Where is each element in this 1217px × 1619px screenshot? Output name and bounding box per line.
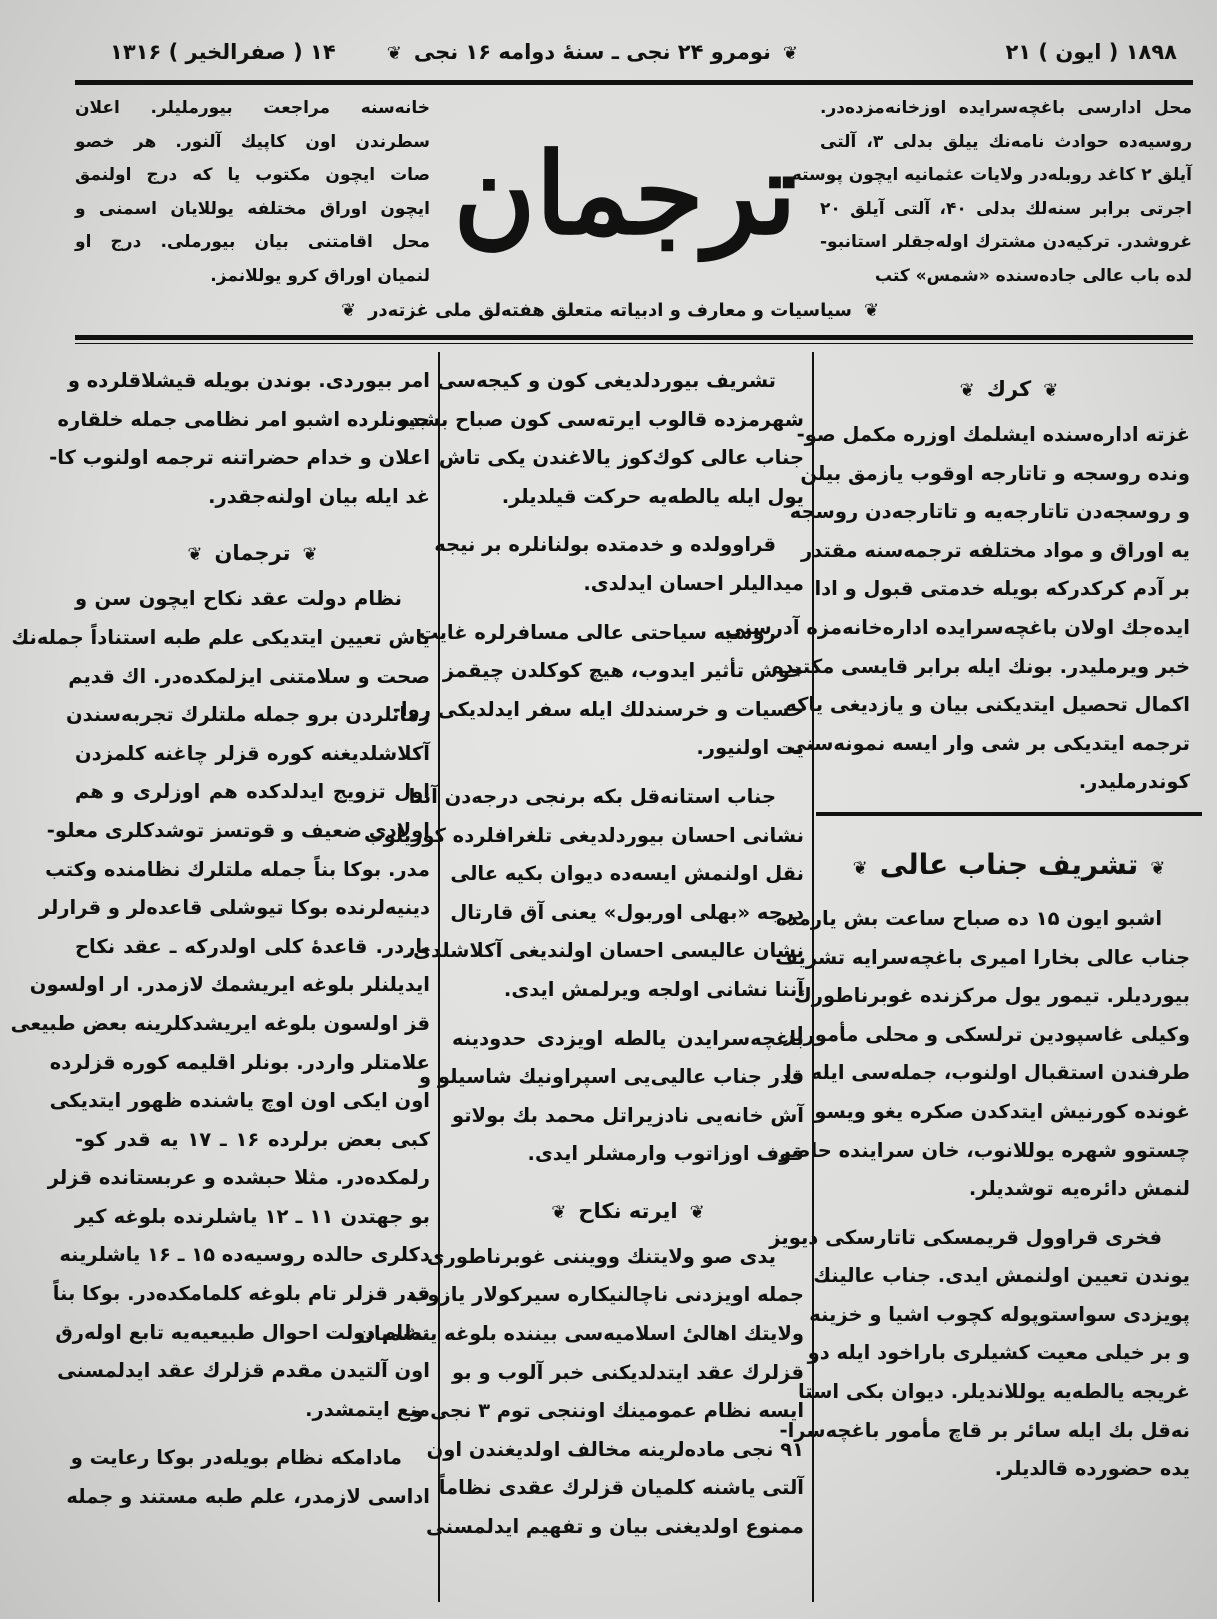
text-line: چستوو شهره یوللانوب، خان سراینده حاضر — [779, 1138, 1190, 1162]
section-heading — [452, 1184, 804, 1238]
text-line: لنمش دائره‌یه توشدیلر. — [968, 1177, 1190, 1201]
text-line: ایدیلنلر بلوغه ایریشمك لازمدر. ار اولسون — [29, 973, 430, 997]
text-line: یوندن تعیین اولنمش ایدی. جناب عالینك — [813, 1264, 1190, 1288]
paragraph — [434, 526, 804, 603]
subscription-info — [791, 92, 1192, 293]
text-line: نقل اولنمش ایسه‌ده دیوان بکیه عالی — [450, 862, 804, 886]
text-line: قزلرك عقد ایتدلدیکنی خبر آلوب و بو — [452, 1360, 804, 1384]
text-line: بر آدم کرکدرکه بویله خدمتی قبول و ادا — [814, 577, 1190, 601]
text-line: محل اقامتنی بیان بیورملی. درج او — [75, 232, 430, 252]
text-line: اون ایکی اون اوچ یاشنده ظهور ایتدیکی — [49, 1089, 430, 1113]
section-heading — [828, 830, 1190, 900]
text-line: درجه «بهلی اوربول» یعنی آق قارتال — [450, 900, 804, 924]
text-line: لده باب عالی جاده‌سنده «شمس» کتب — [874, 265, 1192, 286]
text-line: غونده کورنیش ایتدکدن صکره یغو ویسو — [814, 1099, 1190, 1123]
text-line: لنمیان اوراق کرو یوللانمز. — [210, 265, 430, 286]
text-line: جناب استانه‌قل بکه برنجی درجه‌دن آننا — [408, 784, 776, 808]
heading-text: ایرته نكاح — [578, 1198, 678, 1223]
text-line: نشان عالیسی احسان اولندیغی آکلاشلدی. — [405, 939, 804, 963]
text-line: جمله اویزدنی ناچالنیكاره سیرکولار یازوب — [407, 1283, 804, 1307]
header-rule — [75, 80, 1193, 85]
text-line: اکمال تحصیل ایتدیکنی بیان و یازدیغی یاکه — [785, 693, 1190, 717]
text-line: قدر قزلر تام بلوغه کلمامکده‌در. بوکا بناً — [52, 1282, 430, 1306]
ornament-icon: ❦ — [959, 380, 975, 401]
text-line: و بر خیلی معیت کشیلری باراخود ایله دو — [807, 1341, 1190, 1365]
text-line: باردر. قاعدهٔ کلی اولدرکه ـ عقد نكاح — [75, 934, 430, 958]
text-line: صحت و سلامتنی ایزلمکده‌در. اك قدیم — [68, 664, 430, 688]
text-line: مدر. بوکا بناً جمله ملتلرك نظامنده وکتب — [45, 857, 430, 881]
text-line: ایده‌جك اولان باغچه‌سرایده اداره‌خانه‌مزه آدرسنی — [724, 615, 1190, 639]
paragraph — [392, 614, 804, 768]
text-line: یاش تعیین ایتدیکی علم طبه استناداً جمله‌نك — [11, 625, 430, 649]
text-line: امر بیوردی. بوندن بویله قیشلاقلرده و — [67, 369, 430, 392]
text-line: جناب عالی بخارا امیری باغچه‌سرایه تشریف — [775, 945, 1190, 969]
text-line: ۹۱ نجی ماده‌لرینه مخالف اولدیغندن اون — [426, 1437, 804, 1461]
text-line: و روسجه‌دن تاتارجه‌یه و تاتارجه‌دن روسجه — [789, 500, 1190, 524]
text-line: سطرندن اون کاپیك آلنور. هر خصو — [75, 131, 430, 152]
text-line: صات ایچون مکتوب یا که درج اولنمق — [75, 165, 430, 185]
text-line: بو جهتدن ۱۱ ـ ۱۲ یاشلرنده بلوغه کیر — [75, 1204, 430, 1228]
issue-text: نومرو ۲۴ نجی ـ سنهٔ دوامه ۱۶ نجی — [413, 40, 771, 64]
text-line: اداسی لازمدر، علم طبه مستند و جمله — [66, 1485, 430, 1509]
paragraph — [398, 362, 804, 516]
text-line: خوش تأثیر ایدوب، هیچ کوکلدن چیقمز — [442, 659, 804, 683]
text-line: محل ادارسی باغچه‌سرایده اوزخانه‌مزده‌در. — [820, 98, 1192, 118]
text-line: منع ایتمشدر. — [305, 1397, 430, 1421]
text-line: یدی صو ولایتنك وویننی غوبرناطوری — [426, 1244, 776, 1268]
text-line: اول تزویج ایدلدکده هم اوزلری و هم — [75, 780, 430, 804]
text-line: نه‌قل بك ایله سائر بر قاچ مأمور باغچه‌سرا- — [779, 1418, 1190, 1442]
text-line: ایچون اوراق مختلفه یوللایان اسمنی و — [75, 198, 430, 219]
date-gregorian: ۱۸۹۸ ( ایون ) ۲۱ — [1005, 40, 1177, 64]
paragraph — [419, 1020, 804, 1174]
text-line: روسیه‌ده حوادث نامه‌نك ییلق بدلی ۳، آلتی — [820, 131, 1192, 152]
text-line: خانه‌سنه مراجعت بیورملیلر. اعلان — [75, 98, 430, 118]
text-line: یه اوراق و مواد مختلفه ترجمه‌سنه مقتدر — [801, 538, 1190, 562]
text-line: فخری قراوول قریمسکی تاتارسکی دیویز — [769, 1225, 1162, 1249]
text-line: قوف اوزاتوب وارمشلر ایدی. — [527, 1142, 804, 1166]
paragraph — [769, 1219, 1190, 1489]
text-line: وكیلی غاسپودین ترلسكی و محلی مأمورلر — [784, 1022, 1190, 1046]
text-line: پویزدی سواستوپوله کچوب اشیا و خزینه — [809, 1302, 1190, 1326]
text-line: علامتلر واردر. بونلر اقلیمه کوره قزلرده — [49, 1050, 430, 1074]
text-line: نظام دولت عقد نكاح ایچون سن و — [75, 587, 402, 611]
ornament-icon: ❦ — [302, 544, 318, 566]
subtitle-text: سیاسیات و معارف و ادبیاته متعلق هفته‌لق ملی غزته‌در — [368, 300, 852, 321]
ornament-icon: ❦ — [689, 1201, 705, 1223]
paragraph — [364, 778, 804, 1010]
section-divider — [816, 812, 1202, 816]
text-line: مادامکه نظام بویله‌در بوکا رعایت و — [70, 1446, 402, 1470]
text-line: ونده روسجه و تاتارجه اوقوب یازمق بیلن — [800, 461, 1190, 485]
text-line: جیونلرده اشبو امر نظامی جمله خلقاره — [57, 407, 430, 431]
text-line: یت اولنیور. — [696, 736, 804, 760]
paragraph — [66, 1439, 430, 1516]
text-line: غزته اداره‌سنده ایشلمك اوزره مكمل صو- — [796, 423, 1190, 446]
text-line: باغچه‌سرایدن یالطه اویزدی حدودینه — [452, 1026, 804, 1050]
text-line: اشبو ایون ۱۵ ده صباح ساعت بش یارمده — [775, 906, 1162, 930]
section-heading — [75, 526, 430, 580]
heading-text: تشریف جناب عالی — [879, 847, 1139, 881]
text-line: یول ایله یالطه‌یه حرکت قیلدیلر. — [501, 484, 804, 508]
text-line: آیلق ۲ کاغد روبله‌در ولایات عثمانیه ایچون پوسته — [791, 165, 1192, 185]
text-line: اون آلتیدن مقدم قزلرك عقد ایدلمسنی — [57, 1359, 430, 1383]
ornament-icon: ❦ — [863, 300, 880, 321]
section-heading — [828, 362, 1190, 416]
text-line: یده حضورده قالدیلر. — [994, 1457, 1190, 1481]
paragraph — [10, 580, 430, 1429]
ornament-icon: ❦ — [1043, 380, 1059, 401]
ornament-icon: ❦ — [340, 300, 357, 321]
ornament-icon: ❦ — [187, 544, 203, 566]
text-line: اولادی ضعیف و قوتسز توشدکلری معلو- — [46, 818, 430, 842]
text-line: کبی بعض برلرده ۱۶ ـ ۱۷ یه قدر کو- — [75, 1127, 430, 1151]
text-line: آلتی یاشنه کلمیان قزلرك عقدی نظاماً — [438, 1476, 804, 1500]
heading-text: ترجمان — [214, 541, 291, 566]
text-line: دکلری حالده روسیه‌ده ۱۵ ـ ۱۶ یاشلرینه — [59, 1243, 430, 1267]
text-line: رلمکده‌در. مثلا حبشده و عربستانده قزلر — [47, 1166, 430, 1190]
advertising-info — [75, 92, 430, 293]
text-line: خبر ویرملیدر. بونك ایله برابر قایسی مکتبده — [772, 654, 1190, 678]
text-line: ترجمه ایتدیکی بر شی وار ایسه نمونه‌سنی — [786, 731, 1190, 755]
text-line: قز اولسون بلوغه ایریشدکلرینه بعض طبیعی — [10, 1011, 430, 1035]
text-line: كوندرملیدر. — [1078, 770, 1190, 794]
text-line: ممنوع اولدیغنی بیان و تفهیم ایدلمسنی — [425, 1515, 804, 1539]
masthead-rule-thin — [75, 343, 1193, 344]
text-line: شهرمزده قالوب ایرته‌سی کون صباح بشده — [398, 407, 804, 431]
text-line: غروشدر. ترکیه‌دن مشترك اوله‌جقلر استانبو- — [820, 232, 1192, 252]
text-line: طرفندن استقبال اولنوب، جمله‌سی ایله وا — [785, 1061, 1190, 1085]
text-line: زمانلردن برو جمله ملتلرك تجربه‌سندن — [66, 703, 430, 727]
ornament-icon: ❦ — [852, 857, 868, 879]
text-line: نظام دولت احوال طبیعیه‌یه تابع اوله‌رق — [55, 1320, 430, 1344]
text-line: قدر جناب عالیی‌یی اسپراونیك شاسیلو و — [419, 1065, 804, 1089]
text-line: آش خانه‌یی نادزیراتل محمد بك بولاتو — [452, 1103, 804, 1127]
ornament-icon: ❦ — [386, 43, 402, 64]
heading-text: کرك — [986, 377, 1032, 401]
paragraph — [49, 362, 430, 516]
text-line: بیوردیلر. تیمور یول مرکزنده غوبرناطورك — [793, 984, 1190, 1008]
text-line: قراوولده و خدمتده بولنانلره بر نیجه — [434, 533, 776, 557]
text-line: نشانی احسان بیوردلدیغی تلغرافلرده کوریلوب — [364, 823, 804, 847]
column-left — [10, 362, 430, 1527]
text-line: غد ایله بیان اولنه‌جقدر. — [208, 484, 430, 508]
newspaper-title: ترجمان — [453, 129, 797, 260]
issue-number — [386, 40, 810, 64]
text-line: ولایتك اهالیٔ اسلامیه‌سی بیننده بلوغه یتشمیان — [357, 1322, 804, 1346]
text-line: دینیه‌لرنده بوکا تیوشلی قاعده‌لر و قرارلر — [38, 896, 430, 920]
text-line: روسیه سیاحتی عالی مسافرلره غایت — [418, 620, 776, 644]
text-line: تشریف بیوردلدیغی كون و كیجه‌سی — [437, 369, 776, 392]
newspaper-subtitle — [310, 298, 910, 324]
text-line: غریجه یالطه‌یه یوللاندیلر. دیوان بکی استا — [797, 1380, 1190, 1404]
ornament-icon: ❦ — [1150, 857, 1166, 879]
text-line: اعلان و خدام حضراتنه ترجمه اولنوب کا- — [49, 446, 430, 470]
text-line: میدالیلر احسان ایدلدی. — [583, 571, 804, 595]
paragraph — [775, 900, 1190, 1209]
text-line: آننا نشانی اولجه ویرلمش ایدی. — [503, 977, 804, 1001]
text-line: اجرتی برابر سنه‌لك بدلی ۴۰، آلتی آیلق ۲۰ — [820, 198, 1192, 219]
text-line: آکلاشلدیغنه کوره قزلر چاغنه کلمزدن — [75, 741, 430, 765]
text-line: حسیات و خرسندلك ایله سفر ایدلدیکی روا- — [392, 697, 804, 721]
masthead-rule — [75, 335, 1193, 340]
text-line: جناب عالی کوك‌کوز یالاغندن یکی تاش — [438, 446, 804, 470]
ornament-icon: ❦ — [782, 43, 798, 64]
ornament-icon: ❦ — [551, 1201, 567, 1223]
text-line: ایسه نظام عمومینك اوننجی توم ۳ نجی و — [411, 1399, 804, 1423]
date-hijri: ۱۴ ( صفرالخیر ) ۱۳۱۶ — [110, 40, 336, 64]
